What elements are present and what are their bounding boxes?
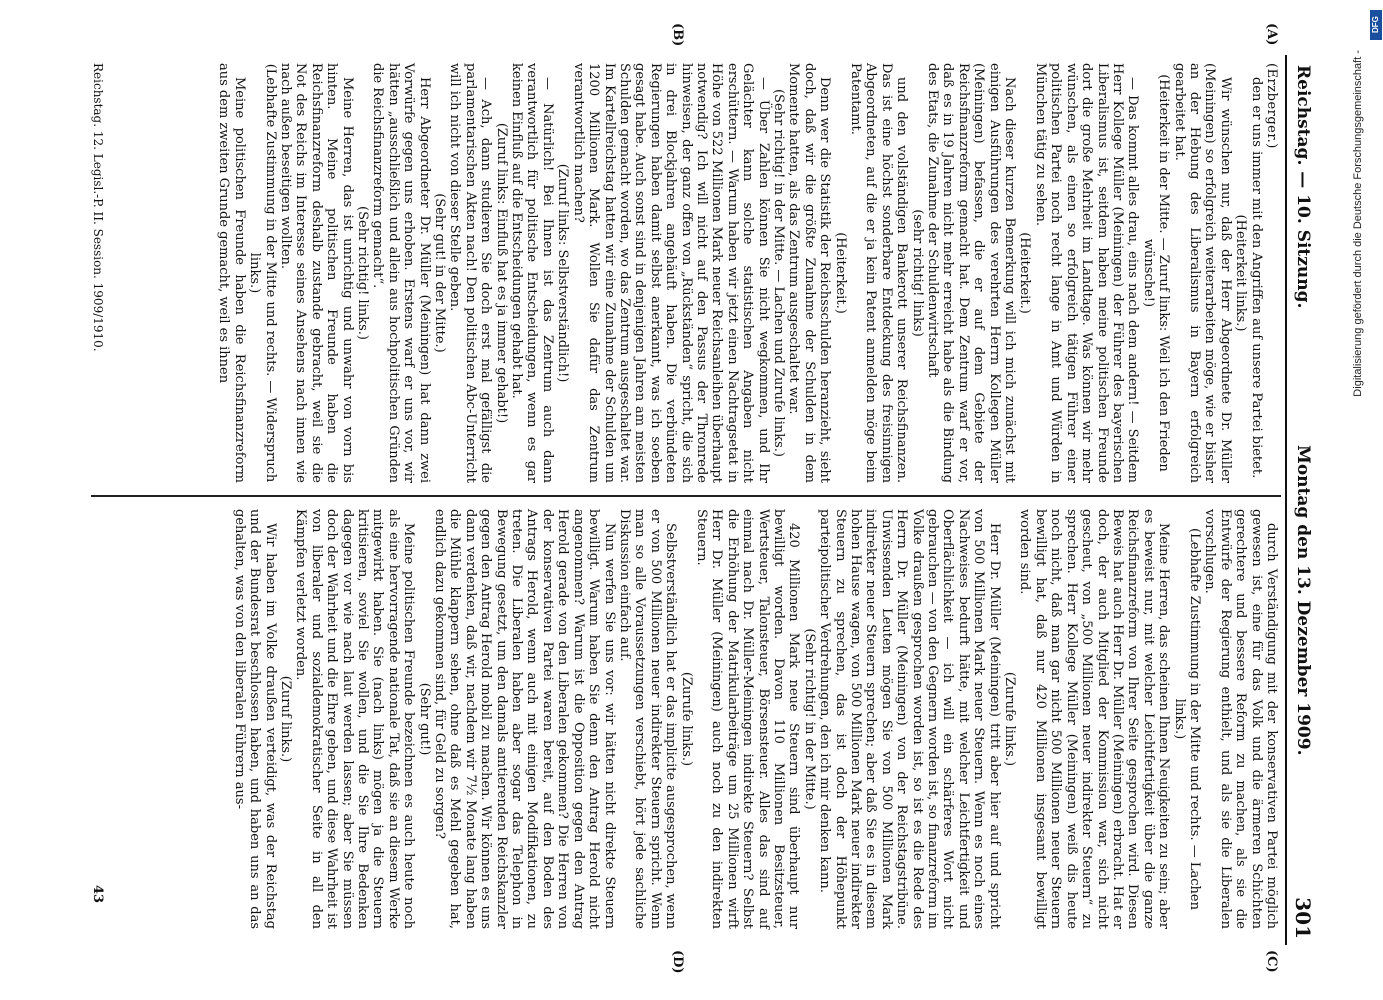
digitization-text: Digitalisierung gefördert durch die Deutsche Forschungsgemeinschaft -	[1352, 50, 1364, 397]
paragraph: — Natürlich! Bei Ihnen ist das Zentrum auch dann verantwortlich für politische Entscheidungen, wenn es gar keinen Einfluß auf die Entscheidungen gehabt hat.	[509, 63, 555, 483]
interjection: (Zurufe links.)	[1002, 671, 1018, 767]
paragraph: und den vollständigen Bankerott unserer Reichsfinanzen. Das ist eine höchst sonderbare Entdeckung des freisinnigen Abgeordneten, auf die er ja kein Patent anmelden möge beim Patentamt.	[848, 63, 910, 483]
paragraph: — Über Zahlen können Sie nicht wegkommen, und Ihr Gelächter kann solche statistischen Angaben nicht erschüttern. — Warum haben wir jetzt einen Nachtragsetat in Höhe von 522 Millionen Mark neuer Reichsanleihen überhaupt notwendig? Ich will nicht auf den Passus der Thronrede hinweisen, der ganz offen von „Rückständen“ spricht, die sich in drei Blockjahren angehäuft haben. Die verbündeten Regierungen haben damit selbst anerkannt, was ich soeben gesagt habe. Auch sonst sind in denjenigen Jahren am meisten Schulden gemacht worden, wo das Zentrum ausgeschaltet war. Im Kartellreichstag hatten wir eine Zunahme der Schulden um 1200 Millionen Mark. Wollen Sie dafür das Zentrum verantwortlich machen?	[570, 63, 771, 483]
column-divider	[91, 495, 1281, 497]
interjection: (Lebhafte Zustimmung in der Mitte und rechts. — Widerspruch links.)	[247, 63, 278, 483]
speaker-label: (Erzberger.)	[1264, 63, 1279, 149]
running-head-date: Montag den 13. Dezember 1909.	[1293, 445, 1313, 756]
interjection: (Sehr richtig! in der Mitte.)	[801, 628, 817, 810]
paragraph: Denn wer die Statistik der Reichsschulden heranzieht, sieht doch, daß wir die größte Zunahme der Schulden in dem Momente hatten, als das Zentrum ausgeschaltet war.	[786, 63, 833, 483]
interjection: (Heiterkeit.)	[1017, 232, 1033, 314]
interjection: (Lebhafte Zustimmung in der Mitte und rechts. — Lachen links.)	[1171, 528, 1202, 910]
signature-mark: 43	[90, 885, 105, 904]
left-column	[216, 63, 1279, 483]
interjection: (Sehr gut!)	[416, 682, 432, 756]
paragraph: Meine Herren, das scheinen Ihnen Neuigkeiten zu sein; aber es beweist nur, mit welcher Leichtfertigkeit über die ganze Reichsfinanzreform von Ihrer Seite gesprochen wird. Diesen Beweis hat auch Herr Dr. Müller (Meiningen) erbracht. Hat er doch, der auch Mitglied der Kommission war, sich nicht gescheut, von „500 Millionen neuer indirekter Steuern“ zu sprechen. Herr Kollege Müller (Meiningen) weiß dis heute noch nicht, daß man gar nicht 500 Millionen neuer Steuern bewilligt hat, daß nur 420 Millionen insgesamt bewilligt worden sind.	[1017, 509, 1172, 929]
paragraph: Meine politischen Freunde haben die Reichsfinanzreform aus dem zweiten Grunde gemacht, weil es ihnen	[216, 63, 247, 483]
paragraph: Meine politischen Freunde bezeichnen es auch heute noch als eine hervorragende nationale Tat, daß sie an diesem Werke mitgewirkt haben. Sie (nach links) mögen ja die Steuern kritisieren, soviel Sie wollen, und die Sie Ihre Bedenken dagegen vor wie nach laut werden lassen; aber Sie müssen doch der Wahrheit und die Ehre geben, und diese Wahrheit ist von liberaler und sozialdemokratischer Seite in all den Kämpfen verletzt worden.	[293, 509, 417, 929]
right-column	[231, 509, 1279, 929]
paragraph: Selbstverständlich hat er das implicite ausgesprochen, wenn er von 500 Millionen neuer indirekter Steuern spricht. Wenn man so alle Voraussetzungen verschiebt, hört jede sachliche Diskussion einfach auf.	[616, 509, 679, 929]
paragraph: — Ach, dann studieren Sie doch erst mal gefälligst die parlamentarischen Akten nach! Den politischen Abc-Unterricht will ich nicht von dieser Stelle geben.	[447, 63, 494, 483]
interjection: (Zuruf links: Einfluß hat es ja immer gehabt!)	[493, 122, 509, 424]
interjection: (Heiterkeit.)	[832, 232, 848, 314]
footer-line: Reichstag. 12. Legisl.-P. II. Session. 1909/1910.	[91, 63, 105, 352]
interjection: (Zurufe links.)	[678, 671, 694, 767]
paragraph: — Das kommt alles drau, eins nach dem andern! — Seitdem Herr Kollege Müller (Meiningen) der Führer des bayerischen Liberalismus ist, seitdem haben meine politischen Freunde dort die große Mehrheit im Landtage. Was können wir mehr wünschen, als einen so erfolgreich tätigen Führer einer politischen Partei noch recht lange in Amt und Würden in München tätig zu sehen.	[1032, 63, 1141, 483]
paragraph: 420 Millionen Mark neue Steuern sind überhaupt nur bewilligt worden. Davon 110 Millionen Besitzsteuer, Wertsteuer, Talonsteuer, Börsensteuer. Alles das sind auf einmal nach Dr. Müller-Meiningen indirekte Steuern? Selbst die Erhöhung der Matrikularbeiträge um 25 Millionen wirft Herr Dr. Müller (Meiningen) auch noch zu den indirekten Steuern.	[693, 509, 802, 929]
paragraph: Wir wünschen nur, daß der Herr Abgeordnete Dr. Müller (Meiningen) so erfolgreich weiterarbeiten möge, wie er bisher an der Hebung des Liberalismus in Bayern erfolgreich gearbeitet hat.	[1171, 63, 1233, 483]
interjection: (Sehr gut! in der Mitte.)	[432, 193, 448, 353]
interjection: (Heiterkeit links.)	[1233, 214, 1249, 332]
interjection: (Sehr richtig! in der Mitte. — Lachen und Zurufe links.)	[771, 88, 786, 457]
running-head	[1289, 55, 1315, 945]
interjection: (Zuruf links: Selbstverständlich!)	[555, 163, 571, 383]
document-page	[70, 23, 1315, 974]
interjection: (Sehr richtig! links.)	[355, 206, 371, 340]
paragraph: Herr Dr. Müller (Meiningen) tritt aber hier auf und spricht von 500 Millionen Mark neuer Steuern. Wenn es noch eines Nachweises bedurft hätte, mit welcher Leichtfertigkeit und Oberflächlichkeit — ich will ein schärferes Wort nicht gebrauchen — von den Gegnern worden ist, so finanzreform im Volke draußen gesprochen worden ist, so ist es die Rede des Herrn Dr. Müller (Meiningen) von der Reichstagstribüne. Unwissenden Leuten mögen Sie von 500 Millionen Mark indirekter neuer Steuern sprechen; aber daß Sie es in diesem hohen Hause wagen, von 500 Millionen Mark neuer indirekter Steuern zu sprechen, das ist doch der Höhepunkt parteipolitischer Verdrehungen, den ich mir denken kann.	[817, 509, 1002, 929]
paragraph: Meine Herren, das ist unrichtig und unwahr von vorn bis hinten. Meine politischen Freunde haben die Reichsfinanzreform deshalb zustande gebracht, weil sie die Not des Reichs im Interesse seines Ansehens nach innen wie nach außen beseitigen wollten.	[278, 63, 355, 483]
margin-letter-b: (B)	[670, 23, 685, 47]
paragraph: durch Verständigung mit der konservativen Partei möglich gewesen ist, eine für das Volk und die ärmeren Schichten gerechtere und bessere Reform zu machen, als sie die Entwürfe der Regierung enthielt, und als sie die Liberalen vorschlugen.	[1202, 509, 1279, 929]
margin-letter-c: (C)	[1264, 950, 1279, 973]
margin-letter-a: (A)	[1264, 23, 1279, 46]
interjection: (Zuruf links.)	[278, 675, 293, 763]
paragraph: Herr Abgeordneter Dr. Müller (Meiningen) hat dann zwei Vorwürfe gegen uns erhoben. Erstens warf er uns vor, wir hätten „ausschließlich und allein aus hochpolitischen Gründen die Reichsfinanzreform gemacht“.	[370, 63, 432, 483]
paragraph: Nun werfen Sie uns vor: wir hätten nicht direkte Steuern bewilligt. Warum haben Sie denn den Antrag Herold nicht angenommen? Warum ist die Opposition gegen den Antrag Herold gerade von den Liberalen gekommen? Die Herren von der konservativen Partei waren bereit, auf den Boden des Antrags Herold, wenn auch mit einigen Modifikationen, zu treten. Die Liberalen haben aber sogar das Telephon in Bewegung gesetzt, um den damals amtierenden Reichskanzler gegen den Antrag Herold mobil zu machen. Wir können es uns dann verdenken, daß wir, nachdem wir 7½ Monate lang haben die Mühle klappern sehen, ohne daß es Mehl gegeben hat, endlich dazu gekommen sind, für Geld zu sorgen?	[432, 509, 617, 929]
dfg-logo: DFG	[1370, 10, 1382, 40]
interjection: (Heiterkeit in der Mitte. — Zuruf links: Weil ich den Frieden wünsche!)	[1140, 74, 1172, 472]
paragraph: den er uns immer mit den Angriffen auf unsere Partei bietet.	[1248, 77, 1264, 479]
page-number: 301	[1291, 897, 1315, 939]
interjection: (sehr richtig! links)	[909, 209, 925, 337]
running-head-left: Reichstag. — 10. Sitzung.	[1293, 65, 1313, 309]
paragraph: Nach dieser kurzen Bemerkung will ich mich zunächst mit einigen Ausführungen des verehrten Herrn Kollegen Müller (Meiningen) befassen, die er auf dem Gebiete der Reichsfinanzreform gemacht hat. Dem Zentrum warf er vor, daß es in 19 Jahren nicht mehr erreicht habe als die Bindung des Etats, die Zunahme der Schuldenwirtschaft	[925, 63, 1018, 483]
paragraph: Wir haben im Volke draußen verteidigt, was der Reichstag und der Bundesrat beschlossen haben, und haben uns an das gehalten, was von den liberalen Führern aus-	[231, 509, 278, 929]
header-rule	[1285, 55, 1287, 945]
margin-letter-d: (D)	[670, 950, 685, 974]
digitization-note	[1350, 10, 1372, 990]
